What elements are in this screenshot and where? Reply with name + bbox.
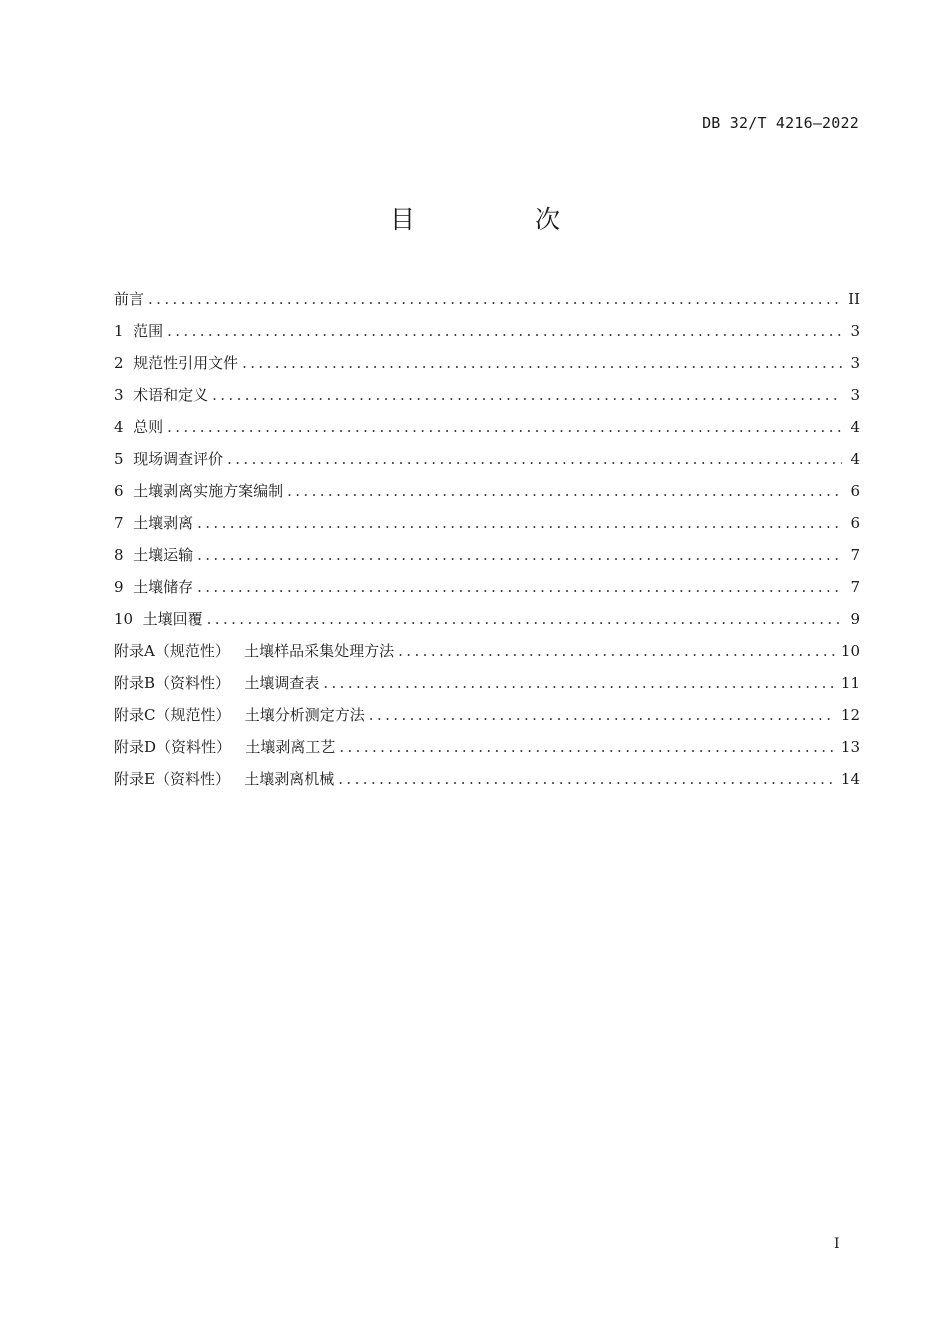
toc-entry-label: 10 土壤回覆: [114, 610, 203, 628]
toc-entry-page: 3: [850, 322, 860, 340]
toc-entry[interactable]: [114, 318, 860, 350]
document-code: DB 32/T 4216—2022: [702, 114, 859, 132]
toc-entry[interactable]: [114, 734, 860, 766]
toc-entry[interactable]: [114, 350, 860, 382]
toc-entry[interactable]: [114, 542, 860, 574]
toc-entry-page: 3: [850, 354, 860, 372]
toc-entry-label: 6 土壤剥离实施方案编制: [114, 482, 284, 500]
toc-entry-label: 3 术语和定义: [114, 386, 209, 404]
toc-entry-page: 13: [840, 738, 860, 756]
toc-entry-label: 5 现场调查评价: [114, 450, 224, 468]
toc-entry[interactable]: [114, 670, 860, 702]
toc-entry[interactable]: [114, 606, 860, 638]
toc-entry[interactable]: [114, 414, 860, 446]
toc-entry[interactable]: [114, 766, 860, 798]
toc-leader-dots: [197, 542, 842, 568]
toc-entry[interactable]: [114, 638, 860, 670]
toc-entry-page: 6: [850, 482, 860, 500]
toc-entry[interactable]: [114, 702, 860, 734]
toc-entry[interactable]: [114, 382, 860, 414]
toc-entry-page: 11: [840, 674, 860, 692]
toc-entry-label: 1 范围: [114, 322, 164, 340]
toc-entry[interactable]: [114, 478, 860, 510]
toc-entry-label: 附录C（规范性） 土壤分析测定方法: [114, 706, 365, 724]
toc-leader-dots: [287, 478, 842, 504]
toc-entry-label: 前言: [114, 290, 145, 308]
toc-entry-label: 2 规范性引用文件: [114, 354, 239, 372]
toc-entry-page: 6: [850, 514, 860, 532]
toc-title: 目 次: [390, 205, 616, 234]
toc-leader-dots: [369, 702, 835, 728]
toc-entry[interactable]: [114, 446, 860, 478]
toc-leader-dots: [197, 574, 842, 600]
toc-leader-dots: [212, 382, 842, 408]
toc-entry-page: 7: [850, 546, 860, 564]
toc-entry-label: 4 总则: [114, 418, 164, 436]
toc-leader-dots: [207, 606, 842, 632]
toc-entry[interactable]: [114, 574, 860, 606]
toc-entry-label: 附录A（规范性） 土壤样品采集处理方法: [114, 642, 395, 660]
toc-entry-page: 4: [850, 450, 860, 468]
toc-entry-page: 14: [840, 770, 860, 788]
toc-leader-dots: [242, 350, 842, 376]
toc-leader-dots: [167, 318, 842, 344]
toc-entry-label: 附录E（资料性） 土壤剥离机械: [114, 770, 335, 788]
toc-entry-page: 12: [840, 706, 860, 724]
toc-entry-page: II: [848, 290, 860, 308]
toc-entry-page: 10: [840, 642, 860, 660]
toc-entry-label: 8 土壤运输: [114, 546, 194, 564]
toc-leader-dots: [339, 734, 835, 760]
toc-leader-dots: [148, 286, 842, 312]
toc-entry-label: 附录D（资料性） 土壤剥离工艺: [114, 738, 336, 756]
toc-leader-dots: [338, 766, 835, 792]
toc-entry-page: 3: [850, 386, 860, 404]
toc-entry[interactable]: [114, 286, 860, 318]
toc-entry-label: 9 土壤储存: [114, 578, 194, 596]
toc-leader-dots: [323, 670, 835, 696]
toc-entry-label: 附录B（资料性） 土壤调查表: [114, 674, 320, 692]
toc-list: [114, 286, 860, 798]
page-number: I: [834, 1236, 840, 1252]
toc-leader-dots: [167, 414, 842, 440]
toc-leader-dots: [227, 446, 842, 472]
toc-entry-label: 7 土壤剥离: [114, 514, 194, 532]
toc-entry-page: 4: [850, 418, 860, 436]
toc-leader-dots: [398, 638, 835, 664]
toc-leader-dots: [197, 510, 842, 536]
toc-entry[interactable]: [114, 510, 860, 542]
toc-entry-page: 9: [850, 610, 860, 628]
toc-entry-page: 7: [850, 578, 860, 596]
